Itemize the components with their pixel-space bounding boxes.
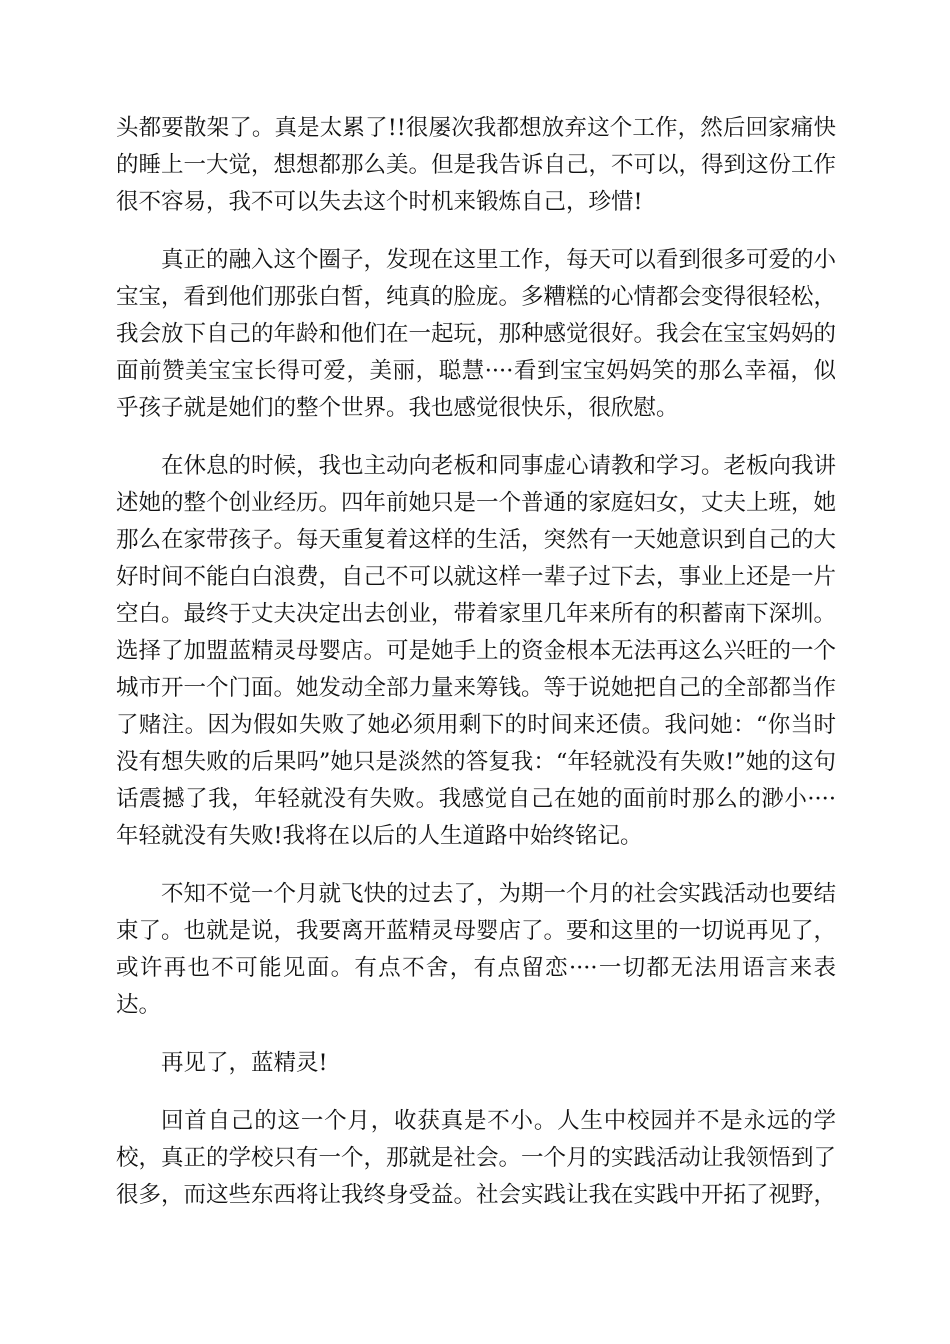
document-page bbox=[116, 110, 836, 1235]
paragraph-4: 不知不觉一个月就飞快的过去了，为期一个月的社会实践活动也要结束了。也就是说，我要离开蓝精灵母婴店了。要和这里的一切说再见了，或许再也不可能见面。有点不舍，有点留恋····一切都无法用语言来表达。 bbox=[116, 881, 837, 1018]
paragraph-3: 在休息的时候，我也主动向老板和同事虚心请教和学习。老板向我讲述她的整个创业经历。四年前她只是一个普通的家庭妇女，丈夫上班，她那么在家带孩子。每天重复着这样的生活，突然有一天她意识到自己的大好时间不能白白浪费，自己不可以就这样一辈子过下去，事业上还是一片空白。最终于丈夫决定出去创业，带着家里几年来所有的积蓄南下深圳。选择了加盟蓝精灵母婴店。可是她手上的资金根本无法再这么兴旺的一个城市开一个门面。她发动全部力量来筹钱。等于说她把自己的全部都当作了赌注。因为假如失败了她必须用剩下的时间来还债。我问她：“你当时没有想失败的后果吗”她只是淡然的答复我：“年轻就没有失败!”她的这句话震撼了我，年轻就没有失败。我感觉自己在她的面前时那么的渺小····年轻就没有失败!我将在以后的人生道路中始终铭记。 bbox=[116, 453, 837, 849]
paragraph-1: 头都要散架了。真是太累了!!很屡次我都想放弃这个工作，然后回家痛快的睡上一大觉，想想都那么美。但是我告诉自己，不可以，得到这份工作很不容易，我不可以失去这个时机来锻炼自己，珍惜! bbox=[116, 115, 837, 215]
paragraph-6: 回首自己的这一个月，收获真是不小。人生中校园并不是永远的学校，真正的学校只有一个，那就是社会。一个月的实践活动让我领悟到了很多，而这些东西将让我终身受益。社会实践让我在实践中开拓了视野， bbox=[116, 1108, 837, 1208]
paragraph-5: 再见了，蓝精灵! bbox=[161, 1050, 328, 1076]
paragraph-2: 真正的融入这个圈子，发现在这里工作，每天可以看到很多可爱的小宝宝，看到他们那张白皙，纯真的脸庞。多糟糕的心情都会变得很轻松，我会放下自己的年龄和他们在一起玩，那种感觉很好。我会在宝宝妈妈的面前赞美宝宝长得可爱，美丽，聪慧····看到宝宝妈妈笑的那么幸福，似乎孩子就是她们的整个世界。我也感觉很快乐，很欣慰。 bbox=[116, 247, 837, 421]
